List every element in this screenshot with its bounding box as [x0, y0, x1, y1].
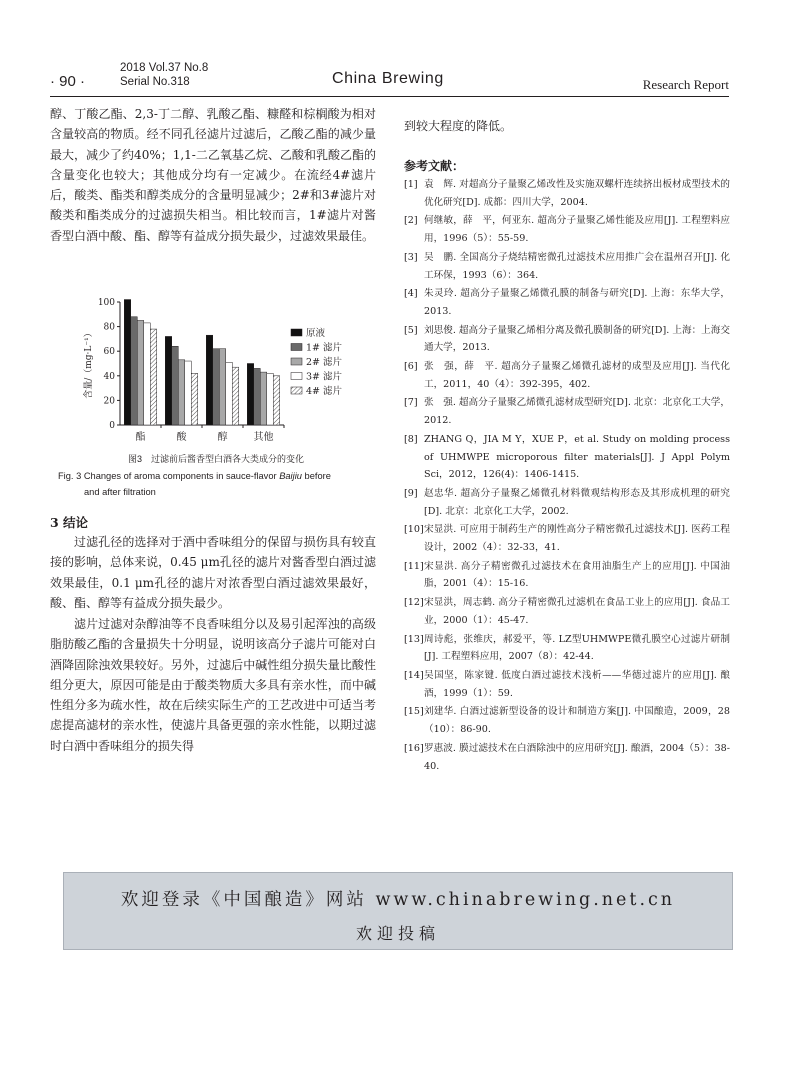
banner-line-1: 欢迎登录《中国酿造》网站 www.chinabrewing.net.cn [120, 890, 676, 910]
reference-item [404, 485, 730, 520]
caption-en-part2: before [301, 471, 331, 481]
reference-number: [16] [404, 742, 424, 754]
bar [144, 323, 151, 425]
reference-text: 宋显洪. 高分子精密微孔过滤技术在食用油脂生产上的应用[J]. 中国油脂，2001（4）：15-16. [424, 560, 730, 590]
bar [267, 373, 274, 425]
reference-item [404, 358, 730, 393]
page-number: · 90 · [50, 73, 86, 90]
reference-text: ZHANG Q，JIA M Y，XUE P，et al. Study on molding process of UHMWPE microporous filter materials[J]. J Appl Polym Sci，2012，126(4)：1406-1415. [424, 433, 730, 481]
legend-label: 原液 [306, 328, 326, 339]
reference-text: 何继敏，薛 平，何亚东. 超高分子量聚乙烯性能及应用[J]. 工程塑料应用，1996（5）：55-59. [424, 215, 730, 245]
figure-3-chart [78, 292, 368, 452]
bar [247, 364, 254, 426]
caption-en-part1: Fig. 3 Changes of aroma components in sauce-flavor [58, 471, 280, 481]
journal-name: China Brewing [332, 70, 444, 87]
bar [260, 372, 267, 425]
reference-item [404, 740, 730, 775]
reference-number: [6] [404, 361, 418, 373]
reference-item [404, 558, 730, 593]
page-header [50, 60, 729, 97]
reference-item [404, 631, 730, 666]
reference-text: 周诗彪，张维庆，郝爱平，等. LZ型UHMWPE微孔膜空心过滤片研制[J]. 工程塑料应用，2007（8）：42-44. [424, 633, 730, 663]
serial-line: Serial No.318 [120, 76, 190, 88]
banner-line-2: 欢迎投稿 [355, 924, 440, 943]
bar [150, 329, 157, 425]
legend-label: 2# 滤片 [306, 357, 343, 368]
y-tick-label: 0 [109, 421, 115, 431]
bar [226, 362, 233, 425]
y-tick-label: 40 [103, 371, 115, 382]
y-tick-label: 20 [103, 396, 115, 407]
website-banner [63, 872, 733, 950]
bar [185, 361, 192, 425]
legend-label: 3# 滤片 [306, 371, 343, 383]
reference-item [404, 176, 730, 211]
x-tick-label: 醇 [217, 432, 228, 443]
reference-item [404, 322, 730, 357]
reference-text: 朱灵玲. 超高分子量聚乙烯微孔膜的制备与研究[D]. 上海：东华大学，2013. [424, 288, 730, 317]
volume-info [120, 61, 208, 89]
reference-text: 吴 鹏. 全国高分子烧结精密微孔过滤技术应用推广会在温州召开[J]. 化工环保，1993（6）：364. [424, 251, 730, 281]
reference-item [404, 285, 730, 320]
legend-label: 1# 滤片 [306, 342, 343, 354]
reference-text: 吴国坚，陈家键. 低度白酒过滤技术浅析——华德过滤片的应用[J]. 酿酒，1999（1）：59. [424, 669, 730, 699]
right-paragraph-continued: 到较大程度的降低。 [404, 119, 513, 133]
bar [273, 376, 280, 425]
reference-text: 宋显洪，周志鹤. 高分子精密微孔过滤机在食品工业上的应用[J]. 食品工业，2000（1）：45-47. [424, 597, 730, 626]
reference-number: [1] [404, 179, 418, 190]
reference-text: 宋显洪. 可应用于制药生产的刚性高分子精密微孔过滤技术[J]. 医药工程设计，2002（4）：32-33，41. [424, 524, 730, 554]
y-tick-label: 80 [103, 322, 115, 333]
reference-item [404, 594, 730, 629]
x-tick-label: 酯 [135, 432, 146, 443]
reference-number: [3] [404, 251, 418, 263]
bar [131, 317, 138, 425]
bar [254, 368, 261, 425]
reference-text: 赵忠华. 超高分子量聚乙烯微孔材料微观结构形态及其形成机理的研究[D]. 北京：北京化工大学，2002. [424, 487, 730, 517]
legend-swatch [291, 387, 302, 394]
reference-item [404, 249, 730, 284]
bar [219, 349, 226, 425]
caption-en-italic: Baijiu [279, 471, 302, 481]
reference-text: 罗惠波. 膜过滤技术在白酒除浊中的应用研究[J]. 酿酒，2004（5）：38-40. [424, 742, 730, 772]
reference-text: 张 强，薛 平. 超高分子量聚乙烯微孔滤材的成型及应用[J]. 当代化工，2011，40（4）：392-395，402. [424, 361, 730, 390]
reference-item [404, 667, 730, 702]
reference-item [404, 212, 730, 247]
section-title: 3 结论 [50, 515, 89, 530]
reference-number: [9] [404, 487, 418, 499]
reference-number: [11] [404, 560, 424, 572]
bar [165, 336, 172, 425]
legend-swatch [291, 373, 302, 380]
reference-number: [4] [404, 288, 418, 300]
bar [206, 335, 213, 425]
y-tick-label: 60 [103, 347, 115, 358]
x-tick-label: 酸 [176, 432, 187, 443]
legend-swatch [291, 358, 302, 365]
reference-item [404, 521, 730, 556]
reference-number: [15] [404, 706, 424, 718]
reference-number: [2] [404, 215, 418, 227]
reference-number: [12] [404, 597, 424, 609]
volume-line: 2018 Vol.37 No.8 [120, 62, 209, 74]
section-label: Research Report [642, 77, 729, 92]
reference-number: [8] [404, 433, 418, 445]
bar [178, 360, 185, 425]
reference-text: 张 强. 超高分子量聚乙烯微孔滤材成型研究[D]. 北京：北京化工大学，2012. [424, 397, 730, 427]
bar [172, 346, 179, 425]
reference-number: [5] [404, 324, 418, 336]
bar [124, 300, 131, 425]
reference-number: [13] [404, 633, 424, 645]
reference-text: 刘建华. 白酒过滤新型设备的设计和制造方案[J]. 中国酿造，2009，28（10）：86-90. [424, 706, 730, 736]
left-paragraph-1: 醇、丁酸乙酯、2,3-丁二醇、乳酸乙酯、糠醛和棕榈酸为相对含量较高的物质。经不同孔径滤片过滤后，乙酸乙酯的减少量最大，减少了约40%；1,1-二乙氧基乙烷、乙酸和乳酸乙酯的含量变化也较大；其他成分均有一定减少。在流经4#滤片后，酸类、酯类和醇类成分的含量明显减少；2#和3#滤片对酸类和酯类成分的过滤损失相当。相比较而言，1#滤片对酱香型白酒中酸、酯、醇等有益成分损失最少，过滤效果最佳。 [50, 107, 376, 243]
reference-text: 刘思俊. 超高分子量聚乙烯相分离及微孔膜制备的研究[D]. 上海：上海交通大学，2013. [424, 324, 730, 354]
chart-svg [78, 292, 368, 452]
legend-swatch [291, 329, 302, 336]
bar [232, 367, 239, 425]
figure-caption-zh: 图3 过滤前后酱香型白酒各大类成分的变化 [127, 454, 304, 464]
reference-item [404, 431, 730, 484]
reference-number: [14] [404, 669, 424, 681]
reference-number: [7] [404, 397, 418, 409]
left-paragraph-2: 过滤孔径的选择对于酒中香味组分的保留与损伤具有较直接的影响，总体来说，0.45 μm孔径的滤片对酱香型白酒过滤效果最佳，0.1 μm孔径的滤片对浓香型白酒过滤效果最好，酸、酯、醇等有益成分损失最少。 [50, 535, 376, 610]
reference-number: [10] [404, 524, 424, 536]
bar [137, 320, 144, 425]
legend-label: 4# 滤片 [306, 386, 343, 397]
x-tick-label: 其他 [253, 432, 274, 443]
bar [213, 349, 220, 425]
caption-en-part3: and after filtration [84, 487, 156, 497]
bar [191, 373, 198, 425]
left-paragraph-3: 滤片过滤对杂醇油等不良香味组分以及易引起浑浊的高级脂肪酸乙酯的含量损失十分明显，说明该高分子滤片可能对白酒降固除浊效果较好。另外，过滤后中碱性组分损失量比酸性组分更大，原因可能是由于酸类物质大多具有亲水性，而中碱性组分多为疏水性，故在后续实际生产的工艺改进中可适当考虑提高滤材的亲水性，使滤片具备更强的亲水性能，以期过滤时白酒中香味组分的损失得 [50, 617, 376, 753]
reference-text: 袁 辉. 对超高分子量聚乙烯改性及实施双螺杆连续挤出板材成型技术的优化研究[D]. 成都：四川大学，2004. [424, 179, 730, 208]
y-axis-label: 含量/（mg·L⁻¹） [84, 328, 94, 399]
legend-swatch [291, 344, 302, 351]
reference-item [404, 703, 730, 738]
reference-item [404, 394, 730, 429]
figure-caption-en [58, 468, 376, 500]
references-list [404, 176, 730, 776]
y-tick-label: 100 [97, 298, 115, 308]
references-title: 参考文献： [404, 159, 465, 173]
